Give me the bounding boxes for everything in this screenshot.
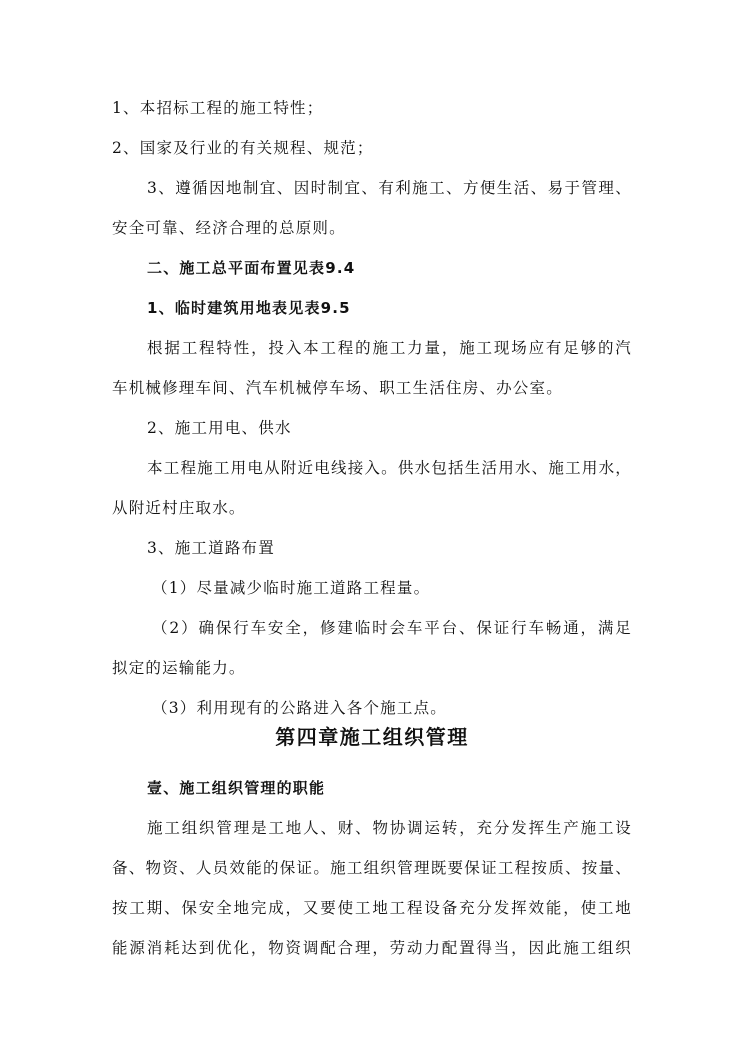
paragraph-line: 从附近村庄取水。 <box>112 499 246 517</box>
road-item-3: （3）利用现有的公路进入各个施工点。 <box>152 699 447 717</box>
basis-item-1: 1、本招标工程的施工特性； <box>112 99 324 117</box>
paragraph-line: 本工程施工用电从附近电线接入。供水包括生活用水、施工用水， <box>147 459 632 477</box>
section-title: 壹、施工组织管理的职能 <box>147 779 326 797</box>
road-item-1: （1）尽量减少临时施工道路工程量。 <box>152 579 431 597</box>
paragraph-line: 车机械修理车间、汽车机械停车场、职工生活住房、办公室。 <box>112 379 563 397</box>
paragraph-line: 能源消耗达到优化，物资调配合理，劳动力配置得当，因此施工组织 <box>112 939 632 957</box>
paragraph-line: 根据工程特性，投入本工程的施工力量，施工现场应有足够的汽 <box>147 339 632 357</box>
paragraph-line: 备、物资、人员效能的保证。施工组织管理既要保证工程按质、按量、 <box>112 859 632 877</box>
chapter-title: 第四章施工组织管理 <box>275 725 469 749</box>
basis-item-2: 2、国家及行业的有关规程、规范； <box>112 139 374 157</box>
subsection-heading-1: 1、临时建筑用地表见表9.5 <box>147 299 351 317</box>
basis-item-3-line1: 3、遵循因地制宜、因时制宜、有利施工、方便生活、易于管理、 <box>147 179 632 197</box>
subsection-heading-3: 3、施工道路布置 <box>147 539 275 557</box>
basis-item-3-line2: 安全可靠、经济合理的总原则。 <box>112 219 346 237</box>
road-item-2-line2: 拟定的运输能力。 <box>112 659 246 677</box>
paragraph-line: 施工组织管理是工地人、财、物协调运转，充分发挥生产施工设 <box>147 819 632 837</box>
subsection-heading-2: 2、施工用电、供水 <box>147 419 292 437</box>
paragraph-line: 按工期、保安全地完成，又要使工地工程设备充分发挥效能，使工地 <box>112 899 632 917</box>
section-heading-2: 二、施工总平面布置见表9.4 <box>147 259 356 277</box>
road-item-2-line1: （2）确保行车安全，修建临时会车平台、保证行车畅通，满足 <box>152 619 632 637</box>
